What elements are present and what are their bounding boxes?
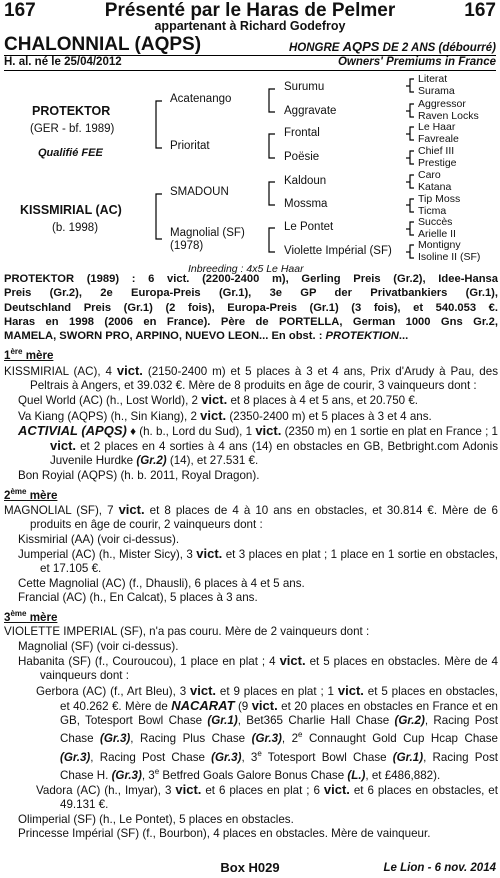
text-fragment: (2350-2400 m) et 5 places à 3 et 4 ans.	[226, 409, 432, 423]
pedigree-gen4-item: Favreale	[418, 133, 459, 145]
birth-info: H. al. né le 25/04/2012	[4, 56, 122, 68]
text-fragment: , Racing Post Chase	[60, 714, 498, 746]
text-fragment: vict.	[118, 502, 145, 518]
pedigree-gen2-item: Prioritat	[170, 140, 210, 152]
sire-line: PROTEKTOR (1989) : 6 vict. (2200-2400 m), Gerling Preis (Gr.2), Idee-Hansa	[4, 273, 498, 285]
text-fragment: ème	[10, 609, 27, 619]
text-fragment: vict.	[190, 682, 217, 698]
text-fragment: mère	[26, 488, 58, 502]
text-fragment: Jumperial (AC) (h., Mister Sicy), 3	[18, 548, 197, 562]
text-fragment: KISSMIRIAL (AC), 4	[4, 364, 117, 378]
section-heading-3	[4, 607, 498, 625]
text-fragment: (Gr.3)	[60, 750, 91, 764]
pedigree-gen4-item: Katana	[418, 181, 452, 193]
section-heading-1	[4, 345, 498, 363]
text-fragment: Connaught Gold Cup Hcap Chase	[302, 732, 498, 746]
text-fragment: e	[298, 730, 303, 740]
pedigree-gen4-item: Tip Moss	[418, 193, 461, 205]
text-fragment: , Racing Post Chase	[90, 750, 212, 764]
sire-paragraph	[4, 272, 498, 343]
text-fragment: (L.)	[347, 768, 366, 782]
sire-details: (GER - bf. 1989)	[30, 123, 115, 135]
text-fragment: vict.	[196, 546, 223, 562]
text-fragment: et 6 places en plat ; 6	[201, 783, 324, 797]
pedigree-gen3-item: Mossma	[284, 198, 328, 210]
lot-number-left: 167	[4, 0, 36, 21]
section-heading-2	[4, 485, 498, 503]
description-breed: AQPS	[342, 39, 380, 54]
text-fragment: NACARAT	[171, 697, 235, 713]
text-fragment: , Racing Plus Chase	[130, 732, 252, 746]
text-fragment: (Gr.3)	[111, 768, 142, 782]
text-fragment: (Gr.3)	[251, 732, 282, 746]
produce-entry: Kissmirial (AA) (voir ci-dessus).	[18, 532, 180, 546]
grand-produce-entry	[4, 783, 498, 813]
produce-entry	[4, 654, 498, 684]
text-fragment: (Gr.2)	[136, 454, 167, 468]
grand-produce-entry	[4, 684, 498, 783]
text-fragment: (h. b., Lord du Sud), 1	[136, 424, 256, 438]
pedigree-gen3-item: Aggravate	[284, 105, 337, 117]
text-fragment: (9	[234, 699, 252, 713]
text-fragment: et 20 places en obstacles en France et en GB, Totesport Bowl Chase	[60, 699, 498, 728]
dam-details: (b. 1998)	[52, 222, 99, 234]
text-fragment: e	[257, 748, 262, 758]
text-fragment: vict.	[50, 438, 77, 454]
sale-date: Le Lion - 6 nov. 2014	[383, 862, 496, 874]
text-fragment: vict.	[323, 781, 350, 797]
produce-entry: Princesse Impérial (SF) (f., Bourbon), 4 places en obstacles. Mère de vainqueur.	[18, 826, 431, 840]
text-fragment: , 2	[281, 732, 299, 746]
pedigree-chart	[0, 71, 500, 275]
text-fragment: , 3	[141, 768, 155, 782]
text-fragment: (Gr.2)	[394, 714, 425, 728]
produce-entry	[4, 393, 498, 408]
text-fragment: (Gr.3)	[100, 732, 131, 746]
pedigree-gen2-item: Acatenango	[170, 93, 232, 105]
sire-line5-end: ...	[398, 330, 409, 343]
page-title: Présenté par le Haras de Pelmer	[104, 0, 396, 21]
produce-entry	[4, 424, 498, 469]
pedigree-gen4-item: Montigny	[418, 239, 461, 251]
produce-entry: Magnolial (SF) (voir ci-dessus).	[18, 639, 179, 653]
text-fragment: (Gr.1)	[207, 714, 238, 728]
text-fragment: , Bet365 Charlie Hall Chase	[237, 714, 395, 728]
text-fragment: et 5 places en obstacles. Mère de 4 vainqueurs dont :	[40, 655, 498, 683]
pedigree-gen3-item: Kaldoun	[284, 175, 327, 187]
dam-paragraph-3: VIOLETTE IMPERIAL (SF), n'a pas couru. Mère de 2 vainqueurs dont :	[4, 625, 370, 639]
text-fragment: Gerbora (AC) (f., Art Bleu), 3	[36, 684, 191, 698]
text-fragment: , 3	[241, 750, 258, 764]
sire-line	[4, 329, 498, 343]
text-fragment: 3	[4, 611, 11, 625]
produce-entry	[4, 409, 498, 424]
text-fragment: et 6 places en obstacles, et 49.131 €.	[60, 783, 498, 812]
text-fragment: , et £486,882).	[365, 768, 441, 782]
text-fragment: vict.	[251, 697, 278, 713]
dam-name: KISSMIRIAL (AC)	[20, 203, 122, 217]
pedigree-gen3-item: Le Pontet	[284, 221, 334, 233]
text-fragment: et 9 places en plat ; 1	[216, 684, 338, 698]
catalogue-text	[4, 272, 498, 841]
text-fragment: ACTIVIAL (APQS)	[18, 422, 127, 438]
horse-description	[289, 39, 496, 54]
text-fragment: (2150-2400 m) et 5 places à 3 et 4 ans, Prix d'Arudy à Pau, des Peltrais à Angers, et 39.032 €. Mère de 8 produits en âge de courir, 3 vainqueurs dont :	[30, 364, 498, 392]
dam-paragraph-1	[4, 364, 498, 394]
produce-entry: Francial (AC) (h., En Calcat), 5 places à 3 ans.	[18, 590, 258, 604]
sire-name: PROTEKTOR	[32, 104, 111, 118]
pedigree-gen3-item: Violette Impérial (SF)	[284, 245, 392, 257]
text-fragment: (14), et 27.531 €.	[166, 454, 259, 468]
lot-number-right: 167	[464, 0, 496, 21]
sire-line5-text: MAMELA, SWORN PRO, ARPINO, NUEVO LEON... En obst. :	[4, 330, 326, 343]
produce-entry: Bon Royial (AQPS) (h. b. 2011, Royal Dragon).	[18, 468, 260, 482]
pedigree-gen4-item: Raven Locks	[418, 110, 479, 122]
pedigree-gen4-item: Isoline II (SF)	[418, 251, 481, 263]
pedigree-gen4-item: Ticma	[418, 205, 447, 217]
text-fragment: et 8 places de 4 à 10 ans en obstacles, et 30.814 €. Mère de 6 produits en âge de courir, 2 vainqueurs dont :	[30, 504, 499, 532]
text-fragment: 2	[4, 488, 11, 502]
produce-entry	[4, 547, 498, 577]
owners-premiums: Owners' Premiums in France	[337, 56, 496, 68]
text-fragment: Betfred Goals Galore Bonus Chase	[159, 768, 348, 782]
pedigree-gen4-item: Chief III	[418, 145, 455, 157]
sire-line: Deutschland Preis (Gr.1) (2 fois), Europa-Preis (Gr.1) (3 fois), et 540.053 €.	[4, 301, 498, 314]
produce-entry: Olimperial (SF) (h., Le Pontet), 5 places en obstacles.	[18, 812, 294, 826]
pedigree-gen2-item: Magnolial (SF)	[170, 227, 245, 239]
box-number: Box H029	[220, 860, 280, 875]
text-fragment: (2350 m) en 1 sortie en plat en France ; 1	[281, 424, 499, 438]
text-fragment: e	[154, 766, 160, 776]
pedigree-gen3-item: Surumu	[284, 81, 325, 93]
text-fragment: et 8 places à 4 et 5 ans, et 20.750 €.	[227, 394, 419, 408]
text-fragment: (Gr.3)	[211, 750, 242, 764]
text-fragment: MAGNOLIAL (SF), 7	[4, 504, 119, 518]
description-pre: HONGRE	[288, 42, 343, 54]
text-fragment: Va Kiang (AQPS) (h., Sin Kiang), 2	[18, 409, 201, 423]
pedigree-gen4-item: Succès	[418, 216, 453, 228]
text-fragment: Habanita (SF) (f., Couroucou), 1 place en plat ; 4	[18, 655, 280, 668]
dam-paragraph-2	[4, 503, 498, 533]
description-post: DE 2 ANS (débourré)	[379, 42, 496, 54]
pedigree-gen2-item: (1978)	[170, 240, 204, 252]
pedigree-gen4-item: Surama	[418, 85, 455, 97]
text-fragment: (Gr.1)	[392, 750, 424, 764]
text-fragment: vict.	[175, 781, 202, 797]
text-fragment: , Racing Post Chase H.	[60, 750, 498, 782]
text-fragment: vict.	[201, 392, 228, 408]
inbreeding-note: Inbreeding : 4x5 Le Haar	[188, 263, 304, 275]
pedigree-gen4-item: Caro	[418, 169, 441, 181]
text-fragment: vict.	[255, 422, 282, 438]
text-fragment: vict.	[116, 362, 143, 378]
text-fragment: ème	[10, 487, 27, 497]
text-fragment: et 5 places en obstacles, et 40.262 €. Mère de	[60, 684, 498, 713]
text-fragment: ♦	[126, 424, 137, 438]
pedigree-gen3-item: Poësie	[284, 151, 320, 163]
section-label: mère	[22, 349, 54, 363]
pedigree-gen4-item: Aggressor	[418, 98, 466, 110]
text-fragment: et 3 places en plat ; 1 place en 1 sortie en obstacles, et 17.105 €.	[40, 548, 498, 576]
text-fragment: vict.	[337, 682, 364, 698]
section-sup: ère	[10, 347, 23, 357]
pedigree-gen4-item: Literat	[418, 73, 448, 85]
text-fragment: Vadora (AC) (h., Imyar), 3	[36, 783, 176, 797]
text-fragment: Totesport Bowl Chase	[261, 750, 393, 764]
sire-line: Preis (Gr.2), 2e Europa-Preis (Gr.1), 3e GP der Privatbankiers (Gr.1),	[4, 287, 498, 300]
text-fragment: mère	[26, 611, 58, 625]
pedigree-gen4-item: Le Haar	[418, 121, 456, 133]
sire-line: Haras en 1998 (2006 en France). Père de PORTELLA, German 1000 Gns Gr.2,	[4, 315, 498, 328]
section-num: 1	[4, 349, 11, 363]
pedigree-gen4-item: Prestige	[418, 157, 457, 169]
pedigree-gen4-item: Arielle II	[418, 228, 456, 240]
sire-note: Qualifié FEE	[38, 147, 103, 159]
pedigree-gen3-item: Frontal	[284, 127, 320, 139]
sire-line5-italic: PROTEKTION	[325, 330, 399, 343]
page-subtitle: appartenant à Richard Godefroy	[154, 19, 346, 33]
text-fragment: vict.	[200, 407, 227, 423]
text-fragment: Quel World (AC) (h., Lost World), 2	[18, 394, 202, 408]
text-fragment: vict.	[279, 653, 306, 668]
horse-name: CHALONNIAL (AQPS)	[4, 34, 202, 55]
text-fragment: et 2 places en 4 sorties à 4 ans (14) en obstacles en GB, Betbright.com Adonis Juvenile Hurdke	[50, 440, 498, 468]
pedigree-gen2-item: SMADOUN	[170, 186, 229, 198]
produce-entry: Cette Magnolial (AC) (f., Dhausli), 6 places à 4 et 5 ans.	[18, 576, 305, 590]
